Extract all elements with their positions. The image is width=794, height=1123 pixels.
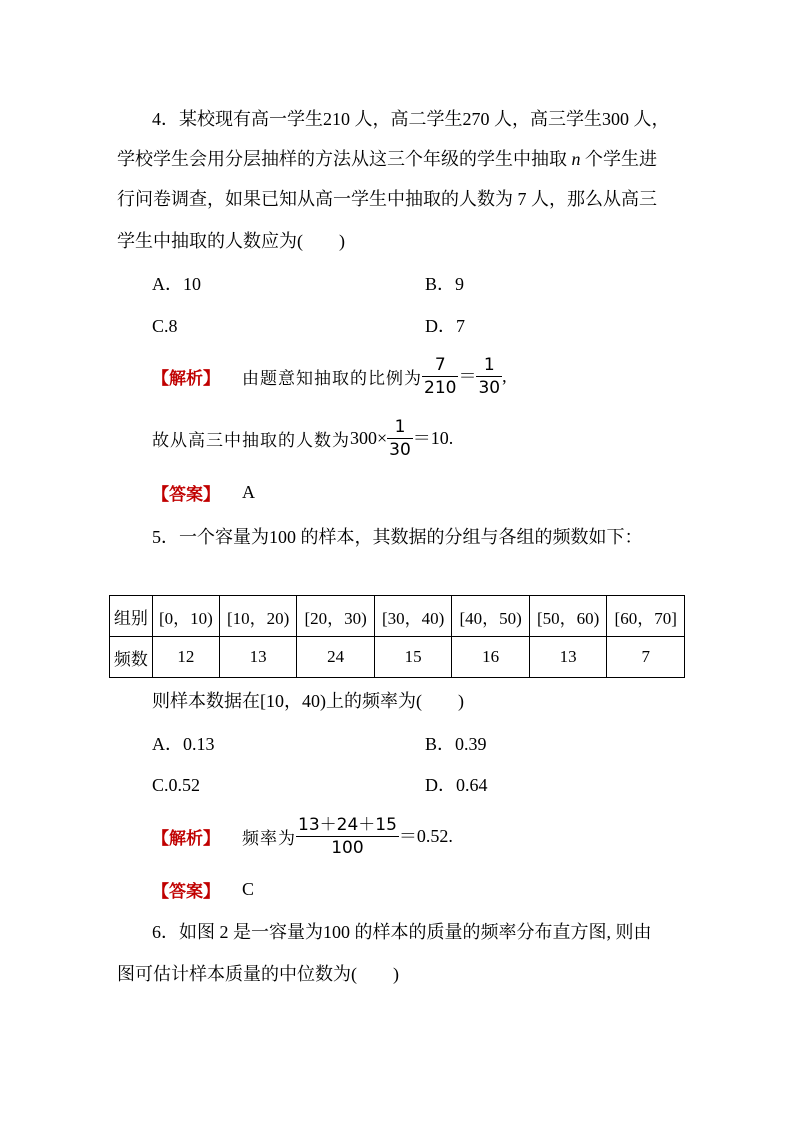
table-cell-count: 16 — [452, 637, 530, 678]
table-cell-count: 15 — [374, 637, 452, 678]
q5-line-1: 5．一个容量为100 的样本，其数据的分组与各组的频数如下： — [152, 527, 643, 547]
q5-analysis-text: 频率为 — [242, 828, 296, 849]
q5-fraction — [296, 815, 399, 858]
q4-analysis-line-2 — [152, 416, 453, 460]
q5-option-b: B．0.39 — [425, 734, 487, 754]
table-cell-group: [20，30) — [297, 596, 375, 637]
table-cell-group: [60，70] — [607, 596, 685, 637]
q5-answer-line — [152, 878, 254, 900]
q4-analysis-text-2: 故从高三中抽取的人数为 — [152, 430, 350, 451]
table-row-counts — [110, 637, 685, 678]
q4-option-a: A．10 — [152, 274, 201, 294]
q4-comma: , — [502, 366, 507, 386]
q5-answer-value: C — [242, 879, 255, 899]
q4-equals-sign: ＝ — [458, 366, 477, 386]
q4-line-2 — [117, 148, 657, 170]
table-row-groups — [110, 596, 685, 637]
q4-line-2-post: 个学生进 — [585, 149, 657, 169]
q4-answer-value: A — [242, 482, 255, 502]
q4-expression-post: ＝10. — [412, 428, 454, 448]
q4-analysis-tag: 【解析】 — [152, 368, 220, 389]
q4-frac1-numerator: 7 — [422, 355, 458, 377]
q4-analysis-line-1 — [152, 354, 507, 398]
q5-analysis-tag: 【解析】 — [152, 828, 220, 849]
q4-fraction-7-210 — [422, 355, 458, 398]
q4-answer-line — [152, 481, 255, 503]
table-cell-group: [0，10) — [152, 596, 219, 637]
q5-line-2: 则样本数据在[10，40)上的频率为( ) — [152, 691, 464, 711]
q4-fraction-1-30 — [476, 355, 502, 398]
q5-option-c: C.0.52 — [152, 775, 201, 795]
q6-line-1: 6．如图 2 是一容量为100 的样本的质量的频率分布直方图, 则由 — [152, 922, 652, 942]
table-cell-group: [40，50) — [452, 596, 530, 637]
q5-frac-numerator: 13＋24＋15 — [298, 814, 397, 835]
table-cell-count: 24 — [297, 637, 375, 678]
q5-answer-tag: 【答案】 — [152, 881, 220, 902]
table-header-groups: 组别 — [110, 596, 153, 637]
table-cell-group: [50，60) — [529, 596, 607, 637]
q4-variable-n: n — [571, 149, 581, 169]
q5-frac-denominator: 100 — [331, 837, 364, 858]
q4-line-4: 学生中抽取的人数应为( ) — [117, 231, 345, 251]
q4-option-d: D．7 — [425, 316, 465, 336]
table-cell-count: 7 — [607, 637, 685, 678]
table-cell-count: 12 — [152, 637, 219, 678]
q4-option-b: B．9 — [425, 274, 465, 294]
q4-line-2-pre: 学校学生会用分层抽样的方法从这三个年级的学生中抽取 — [117, 149, 567, 169]
q5-fraction-result: ＝0.52. — [398, 826, 453, 846]
table-header-counts: 频数 — [110, 637, 153, 678]
q4-line-3: 行问卷调查，如果已知从高一学生中抽取的人数为 7 人，那么从高三 — [117, 189, 657, 209]
q4-expression-pre: 300× — [350, 428, 388, 448]
q4-answer-tag: 【答案】 — [152, 484, 220, 505]
q6-line-2: 图可估计样本质量的中位数为( ) — [117, 964, 399, 984]
q5-option-a: A．0.13 — [152, 734, 215, 754]
table-cell-group: [10，20) — [219, 596, 297, 637]
q4-fraction-1-30-b — [387, 417, 413, 460]
q4-frac3-denominator: 30 — [389, 439, 411, 460]
frequency-table — [109, 595, 685, 678]
q4-frac3-numerator: 1 — [387, 417, 413, 439]
q5-option-d: D．0.64 — [425, 775, 488, 795]
q5-analysis-line — [152, 814, 453, 858]
table-cell-group: [30，40) — [374, 596, 452, 637]
q4-frac2-numerator: 1 — [476, 355, 502, 377]
q4-frac1-denominator: 210 — [424, 377, 457, 398]
q4-option-c: C.8 — [152, 316, 178, 336]
table-cell-count: 13 — [529, 637, 607, 678]
table-cell-count: 13 — [219, 637, 297, 678]
q4-analysis-text-1: 由题意知抽取的比例为 — [242, 368, 422, 389]
q4-line-1: 4．某校现有高一学生210 人，高二学生270 人，高三学生300 人， — [152, 109, 670, 129]
q4-frac2-denominator: 30 — [478, 377, 501, 398]
